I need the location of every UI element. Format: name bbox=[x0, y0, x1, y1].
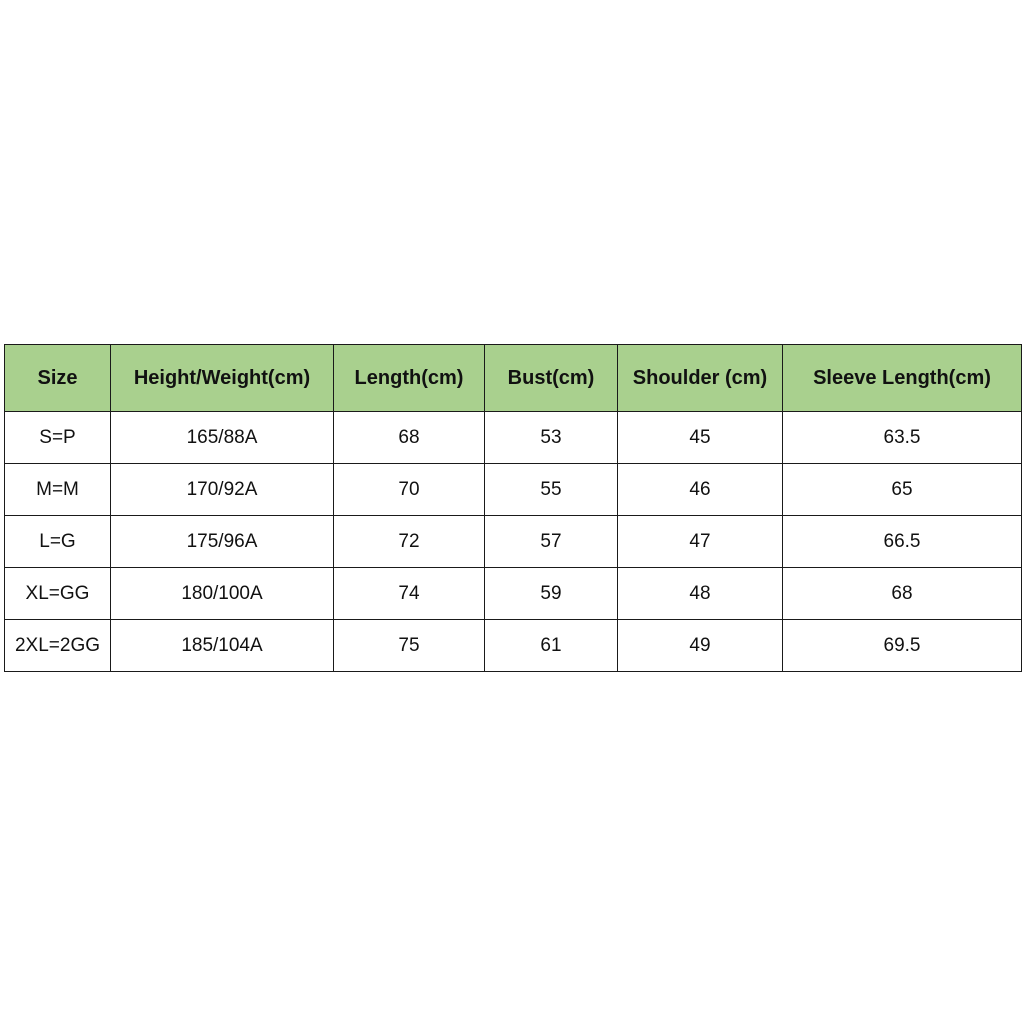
sleeve-length-cell: 68 bbox=[783, 568, 1022, 620]
sleeve-length-cell: 63.5 bbox=[783, 412, 1022, 464]
size-cell: 2XL=2GG bbox=[5, 620, 111, 672]
height-weight-cell: 175/96A bbox=[111, 516, 334, 568]
shoulder-cell: 48 bbox=[618, 568, 783, 620]
sleeve-length-cell: 65 bbox=[783, 464, 1022, 516]
size-cell: S=P bbox=[5, 412, 111, 464]
bust-cell: 57 bbox=[485, 516, 618, 568]
height-weight-cell: 165/88A bbox=[111, 412, 334, 464]
bust-cell: 55 bbox=[485, 464, 618, 516]
sleeve-length-cell: 66.5 bbox=[783, 516, 1022, 568]
header-row bbox=[5, 345, 1022, 412]
shoulder-cell: 49 bbox=[618, 620, 783, 672]
length-cell: 74 bbox=[334, 568, 485, 620]
length-cell: 68 bbox=[334, 412, 485, 464]
length-cell: 70 bbox=[334, 464, 485, 516]
header-length: Length(cm) bbox=[334, 345, 485, 412]
shoulder-cell: 46 bbox=[618, 464, 783, 516]
sleeve-length-cell: 69.5 bbox=[783, 620, 1022, 672]
header-size: Size bbox=[5, 345, 111, 412]
bust-cell: 59 bbox=[485, 568, 618, 620]
header-sleeve-length: Sleeve Length(cm) bbox=[783, 345, 1022, 412]
table-row bbox=[5, 568, 1022, 620]
size-chart-table bbox=[4, 344, 1022, 672]
size-cell: M=M bbox=[5, 464, 111, 516]
bust-cell: 61 bbox=[485, 620, 618, 672]
table-row bbox=[5, 620, 1022, 672]
shoulder-cell: 47 bbox=[618, 516, 783, 568]
header-bust: Bust(cm) bbox=[485, 345, 618, 412]
length-cell: 75 bbox=[334, 620, 485, 672]
header-height-weight: Height/Weight(cm) bbox=[111, 345, 334, 412]
shoulder-cell: 45 bbox=[618, 412, 783, 464]
table-row bbox=[5, 464, 1022, 516]
length-cell: 72 bbox=[334, 516, 485, 568]
header-shoulder: Shoulder (cm) bbox=[618, 345, 783, 412]
table-row bbox=[5, 412, 1022, 464]
table-row bbox=[5, 516, 1022, 568]
height-weight-cell: 170/92A bbox=[111, 464, 334, 516]
size-cell: XL=GG bbox=[5, 568, 111, 620]
height-weight-cell: 185/104A bbox=[111, 620, 334, 672]
size-cell: L=G bbox=[5, 516, 111, 568]
height-weight-cell: 180/100A bbox=[111, 568, 334, 620]
bust-cell: 53 bbox=[485, 412, 618, 464]
